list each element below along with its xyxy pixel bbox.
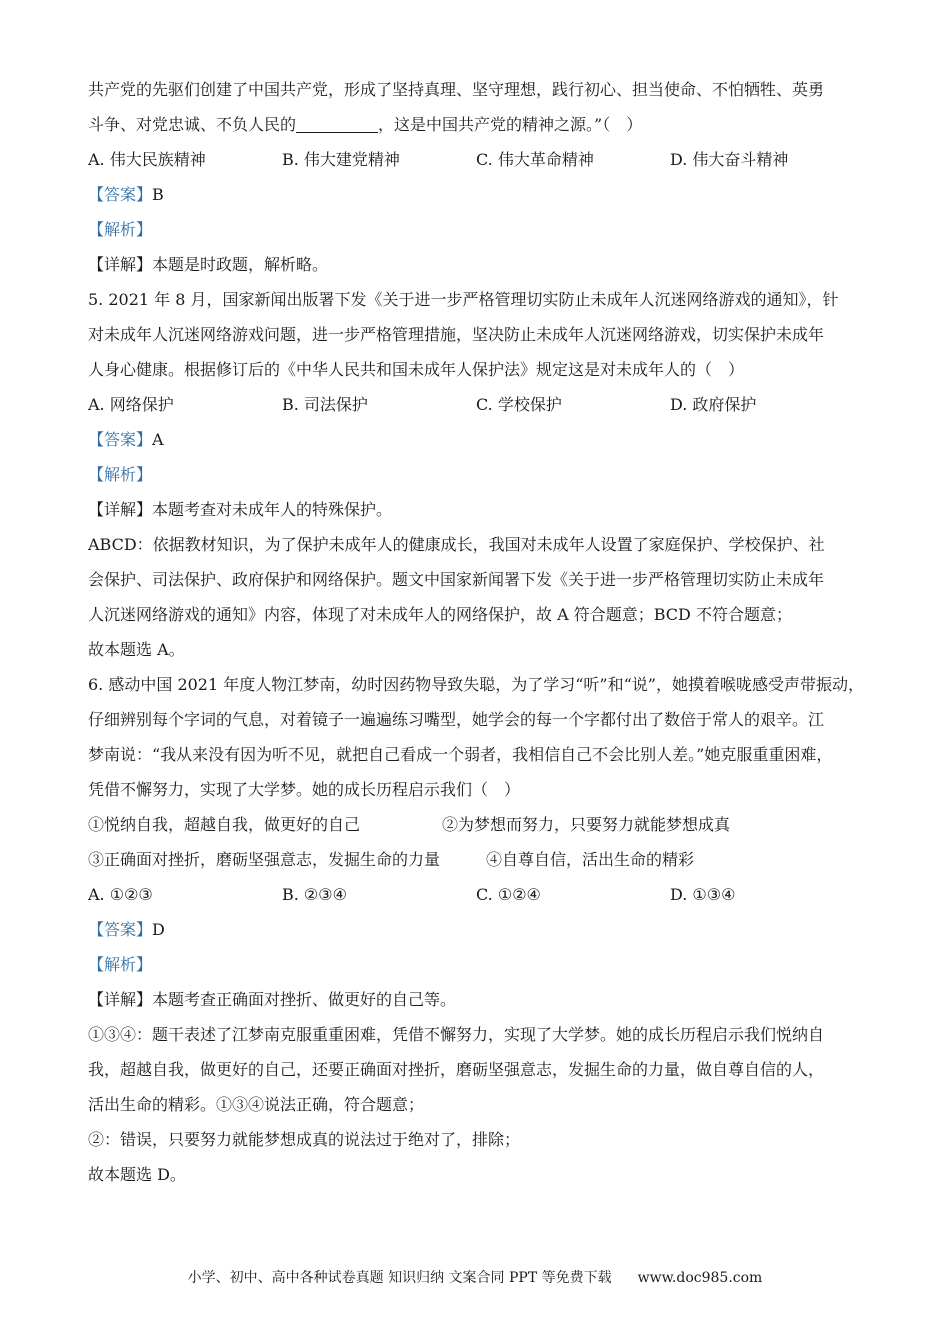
detail-text: 本题考查正确面对挫折、做更好的自己等。 bbox=[152, 990, 457, 1009]
q6-statement-2: ②为梦想而努力，只要努力就能梦想成真 bbox=[442, 815, 731, 834]
q6-stem-line-1: 6. 感动中国 2021 年度人物江梦南，幼时因药物导致失聪，为了学习“听”和“说”，她摸着喉咙感受声带振动， bbox=[88, 675, 864, 694]
q6-explanation-line-5: 故本题选 D。 bbox=[88, 1165, 186, 1184]
q6-statement-3: ③正确面对挫折，磨砺坚强意志，发掘生命的力量 bbox=[88, 850, 441, 869]
q5-option-a: A. 网络保护 bbox=[88, 395, 174, 414]
q6-answer bbox=[88, 912, 878, 947]
document-content bbox=[88, 72, 878, 1192]
detail-label: 【详解】 bbox=[88, 255, 153, 274]
detail-label: 【详解】 bbox=[88, 500, 153, 519]
detail-label: 【详解】 bbox=[88, 990, 153, 1009]
q5-answer bbox=[88, 422, 878, 457]
q6-option-d: D. ①③④ bbox=[670, 885, 736, 904]
q5-stem-line-2: 对未成年人沉迷网络游戏问题，进一步严格管理措施，坚决防止未成年人沉迷网络游戏，切实保护未成年 bbox=[88, 325, 825, 344]
answer-label: 【答案】 bbox=[88, 430, 153, 449]
q6-analysis bbox=[88, 947, 878, 982]
answer-value: A bbox=[152, 430, 164, 449]
page-footer bbox=[0, 1268, 950, 1288]
q6-statements-row-1 bbox=[88, 807, 878, 842]
q4-stem-after-blank: ，这是中国共产党的精神之源。”（ ） bbox=[378, 115, 643, 134]
q4-option-c: C. 伟大革命精神 bbox=[476, 150, 594, 169]
q6-statement-1: ①悦纳自我，超越自我，做更好的自己 bbox=[88, 815, 361, 834]
q6-statements-row-2 bbox=[88, 842, 878, 877]
q5-stem-line-3: 人身心健康。根据修订后的《中华人民共和国未成年人保护法》规定这是对未成年人的（ ） bbox=[88, 360, 745, 379]
analysis-label: 【解析】 bbox=[88, 465, 153, 484]
analysis-label: 【解析】 bbox=[88, 955, 153, 974]
q5-option-b: B. 司法保护 bbox=[282, 395, 368, 414]
q6-explanation-line-2: 我，超越自我，做更好的自己，还要正确面对挫折，磨砺坚强意志，发掘生命的力量，做自尊自信的人， bbox=[88, 1060, 825, 1079]
q6-explanation-line-1: ①③④：题干表述了江梦南克服重重困难，凭借不懈努力，实现了大学梦。她的成长历程启示我们悦纳自 bbox=[88, 1025, 825, 1044]
q5-option-c: C. 学校保护 bbox=[476, 395, 562, 414]
q4-option-d: D. 伟大奋斗精神 bbox=[670, 150, 789, 169]
q4-stem-line-2 bbox=[88, 107, 878, 142]
q5-analysis bbox=[88, 457, 878, 492]
q5-explanation-line-3: 人沉迷网络游戏的通知》内容，体现了对未成年人的网络保护，故 A 符合题意；BCD 不符合题意； bbox=[88, 605, 792, 624]
q5-explanation-line-2: 会保护、司法保护、政府保护和网络保护。题文中国家新闻署下发《关于进一步严格管理切实防止未成年 bbox=[88, 570, 825, 589]
q6-options bbox=[88, 877, 878, 912]
q5-explanation-line-1: ABCD：依据教材知识，为了保护未成年人的健康成长，我国对未成年人设置了家庭保护、学校保护、社 bbox=[88, 535, 825, 554]
q4-detail bbox=[88, 247, 878, 282]
q5-explanation-line-4: 故本题选 A。 bbox=[88, 640, 185, 659]
q6-stem-line-4: 凭借不懈努力，实现了大学梦。她的成长历程启示我们（ ） bbox=[88, 780, 521, 799]
q4-analysis bbox=[88, 212, 878, 247]
q6-stem-line-3: 梦南说：“我从来没有因为听不见，就把自己看成一个弱者，我相信自己不会比别人差。”她克服重重困难， bbox=[88, 745, 833, 764]
q6-explanation-line-3: 活出生命的精彩。①③④说法正确，符合题意； bbox=[88, 1095, 425, 1114]
q6-option-b: B. ②③④ bbox=[282, 885, 347, 904]
footer-text: 小学、初中、高中各种试卷真题 知识归纳 文案合同 PPT 等免费下载 bbox=[187, 1270, 612, 1286]
q4-option-b: B. 伟大建党精神 bbox=[282, 150, 400, 169]
answer-label: 【答案】 bbox=[88, 185, 153, 204]
q6-stem-line-2: 仔细辨别每个字词的气息，对着镜子一遍遍练习嘴型，她学会的每一个字都付出了数倍于常人的艰辛。江 bbox=[88, 710, 825, 729]
answer-value: D bbox=[152, 920, 165, 939]
analysis-label: 【解析】 bbox=[88, 220, 153, 239]
q6-statement-4: ④自尊自信，活出生命的精彩 bbox=[486, 850, 695, 869]
q6-explanation-line-4: ②：错误，只要努力就能梦想成真的说法过于绝对了，排除； bbox=[88, 1130, 521, 1149]
q4-option-a: A. 伟大民族精神 bbox=[88, 150, 206, 169]
q5-option-d: D. 政府保护 bbox=[670, 395, 757, 414]
q4-answer bbox=[88, 177, 878, 212]
q6-option-c: C. ①②④ bbox=[476, 885, 541, 904]
q4-options bbox=[88, 142, 878, 177]
q5-detail bbox=[88, 492, 878, 527]
q4-stem-line-1: 共产党的先驱们创建了中国共产党，形成了坚持真理、坚守理想，践行初心、担当使命、不怕牺牲、英勇 bbox=[88, 80, 825, 99]
q5-stem-line-1: 5. 2021 年 8 月，国家新闻出版署下发《关于进一步严格管理切实防止未成年人沉迷网络游戏的通知》，针 bbox=[88, 290, 839, 309]
q6-option-a: A. ①②③ bbox=[88, 885, 153, 904]
answer-label: 【答案】 bbox=[88, 920, 153, 939]
answer-value: B bbox=[152, 185, 164, 204]
footer-url[interactable]: www.doc985.com bbox=[637, 1270, 763, 1286]
detail-text: 本题考查对未成年人的特殊保护。 bbox=[152, 500, 393, 519]
q6-detail bbox=[88, 982, 878, 1017]
q5-options bbox=[88, 387, 878, 422]
q4-stem-before-blank: 斗争、对党忠诚、不负人民的 bbox=[88, 115, 297, 134]
fill-in-blank bbox=[296, 114, 378, 133]
detail-text: 本题是时政题，解析略。 bbox=[152, 255, 329, 274]
